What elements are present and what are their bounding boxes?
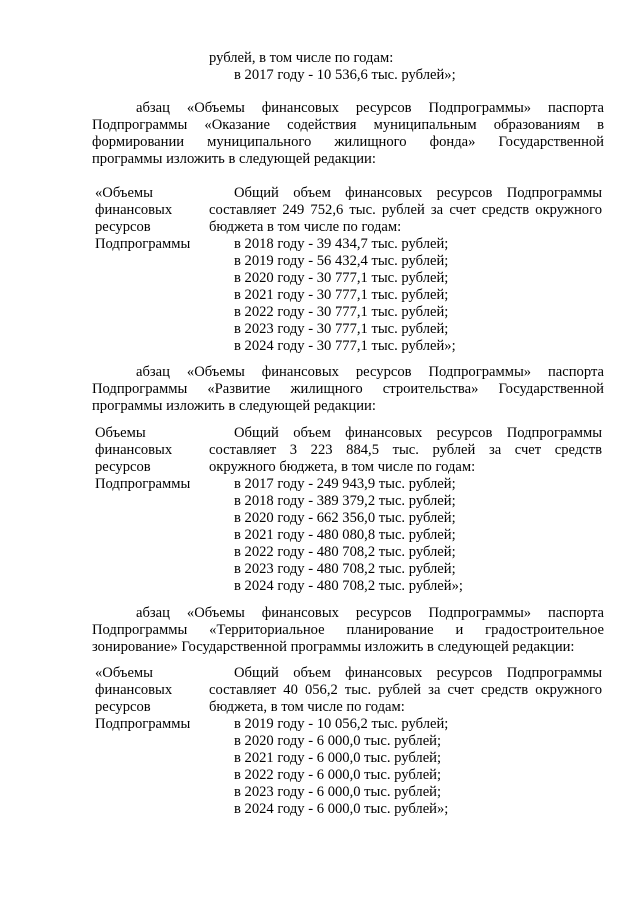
- table-3-head-line-1: Общий объем финансовых ресурсов Подпрограммы: [234, 665, 602, 681]
- table-1-label-line-4: Подпрограммы: [95, 236, 191, 252]
- table-1-label-line-3: ресурсов: [95, 219, 151, 235]
- paragraph-1-line-2: Подпрограммы «Оказание содействия муниципальным образованиям в: [92, 117, 604, 133]
- table-3-head-line-3: бюджета, в том числе по годам:: [209, 699, 405, 715]
- paragraph-1-line-4: программы изложить в следующей редакции:: [92, 151, 376, 167]
- table-2-year-row: в 2021 году - 480 080,8 тыс. рублей;: [234, 527, 456, 543]
- table-3-label-line-1: «Объемы: [95, 665, 153, 681]
- table-2-head-line-1: Общий объем финансовых ресурсов Подпрограммы: [234, 425, 602, 441]
- table-1-year-row: в 2024 году - 30 777,1 тыс. рублей»;: [234, 338, 456, 354]
- table-1-label-line-1: «Объемы: [95, 185, 153, 201]
- table-3-year-row: в 2024 году - 6 000,0 тыс. рублей»;: [234, 801, 449, 817]
- table-2-year-row: в 2024 году - 480 708,2 тыс. рублей»;: [234, 578, 463, 594]
- table-2-head-line-3: окружного бюджета, в том числе по годам:: [209, 459, 476, 475]
- table-2-year-row: в 2023 году - 480 708,2 тыс. рублей;: [234, 561, 456, 577]
- table-2-label-line-2: финансовых: [95, 442, 173, 458]
- paragraph-2-line-3: программы изложить в следующей редакции:: [92, 398, 376, 414]
- table-2-head-line-2: составляет 3 223 884,5 тыс. рублей за счет средств: [209, 442, 602, 458]
- table-3-year-row: в 2019 году - 10 056,2 тыс. рублей;: [234, 716, 449, 732]
- table-3-year-row: в 2022 году - 6 000,0 тыс. рублей;: [234, 767, 442, 783]
- table-3-label-line-2: финансовых: [95, 682, 173, 698]
- table-2-label-line-4: Подпрограммы: [95, 476, 191, 492]
- paragraph-3-line-2: Подпрограммы «Территориальное планирование и градостроительное: [92, 622, 604, 638]
- table-2-label-line-1: Объемы: [95, 425, 146, 441]
- table-3-head-line-2: составляет 40 056,2 тыс. рублей за счет средств окружного: [209, 682, 602, 698]
- table-1-year-row: в 2019 году - 56 432,4 тыс. рублей;: [234, 253, 449, 269]
- table-1-year-row: в 2018 году - 39 434,7 тыс. рублей;: [234, 236, 449, 252]
- table-2-year-row: в 2018 году - 389 379,2 тыс. рублей;: [234, 493, 456, 509]
- paragraph-1-line-1: абзац «Объемы финансовых ресурсов Подпрограммы» паспорта: [136, 100, 604, 116]
- table-2-label-line-3: ресурсов: [95, 459, 151, 475]
- table-1-label-line-2: финансовых: [95, 202, 173, 218]
- table-3-label-line-3: ресурсов: [95, 699, 151, 715]
- table-1-year-row: в 2023 году - 30 777,1 тыс. рублей;: [234, 321, 449, 337]
- paragraph-3-line-3: зонирование» Государственной программы изложить в следующей редакции:: [92, 639, 575, 655]
- table-2-year-row: в 2017 году - 249 943,9 тыс. рублей;: [234, 476, 456, 492]
- table-2-year-row: в 2022 году - 480 708,2 тыс. рублей;: [234, 544, 456, 560]
- table-1-head-line-3: бюджета в том числе по годам:: [209, 219, 402, 235]
- paragraph-3-line-1: абзац «Объемы финансовых ресурсов Подпрограммы» паспорта: [136, 605, 604, 621]
- table-3-year-row: в 2020 году - 6 000,0 тыс. рублей;: [234, 733, 442, 749]
- paragraph-1-line-3: формировании муниципального жилищного фонда» Государственной: [92, 134, 604, 150]
- table-3-year-row: в 2021 году - 6 000,0 тыс. рублей;: [234, 750, 442, 766]
- table-1-year-row: в 2021 году - 30 777,1 тыс. рублей;: [234, 287, 449, 303]
- table-1-head-line-1: Общий объем финансовых ресурсов Подпрограммы: [234, 185, 602, 201]
- intro-line-1: рублей, в том числе по годам:: [209, 50, 394, 66]
- paragraph-2-line-2: Подпрограммы «Развитие жилищного строительства» Государственной: [92, 381, 604, 397]
- table-3-label-line-4: Подпрограммы: [95, 716, 191, 732]
- table-1-year-row: в 2022 году - 30 777,1 тыс. рублей;: [234, 304, 449, 320]
- table-1-year-row: в 2020 году - 30 777,1 тыс. рублей;: [234, 270, 449, 286]
- intro-line-2: в 2017 году - 10 536,6 тыс. рублей»;: [234, 67, 456, 83]
- table-3-year-row: в 2023 году - 6 000,0 тыс. рублей;: [234, 784, 442, 800]
- paragraph-2-line-1: абзац «Объемы финансовых ресурсов Подпрограммы» паспорта: [136, 364, 604, 380]
- table-1-head-line-2: составляет 249 752,6 тыс. рублей за счет средств окружного: [209, 202, 602, 218]
- table-2-year-row: в 2020 году - 662 356,0 тыс. рублей;: [234, 510, 456, 526]
